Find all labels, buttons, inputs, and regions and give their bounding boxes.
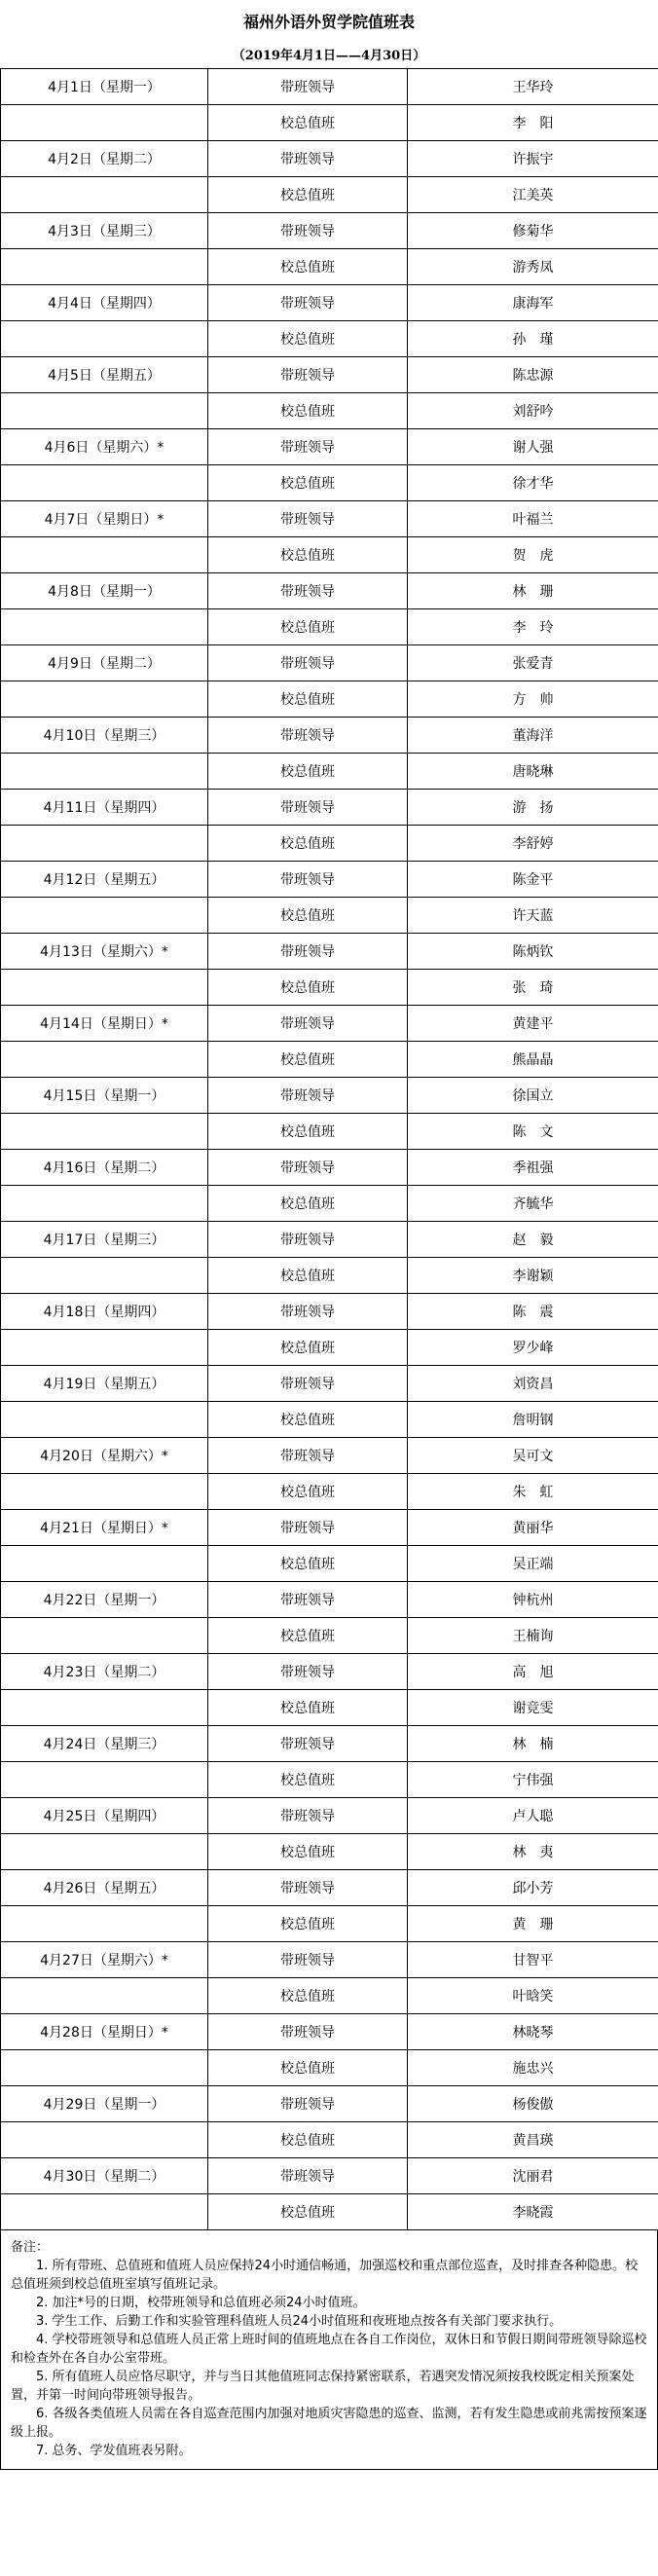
empty-cell xyxy=(1,249,208,285)
notes-list xyxy=(11,2257,647,2460)
empty-cell xyxy=(1,1042,208,1078)
table-row xyxy=(1,2158,658,2194)
table-row xyxy=(1,1654,658,1690)
notes-heading: 备注： xyxy=(11,2240,50,2255)
table-row xyxy=(1,1222,658,1258)
empty-cell xyxy=(1,393,208,429)
table-row xyxy=(1,1006,658,1042)
empty-cell xyxy=(1,2122,208,2158)
empty-cell xyxy=(1,2050,208,2086)
name-cell: 林 楠 xyxy=(408,1726,658,1762)
name-cell: 黄昌瑛 xyxy=(408,2122,658,2158)
empty-cell xyxy=(1,1690,208,1726)
empty-cell xyxy=(1,970,208,1006)
date-cell: 4月28日（星期日）* xyxy=(1,2014,208,2050)
name-cell: 李晓霞 xyxy=(408,2194,658,2230)
role-cell: 校总值班 xyxy=(208,249,408,285)
table-row xyxy=(1,754,658,790)
role-cell: 带班领导 xyxy=(208,1654,408,1690)
empty-cell xyxy=(1,1762,208,1798)
name-cell: 高 旭 xyxy=(408,1654,658,1690)
empty-cell xyxy=(1,1546,208,1582)
empty-cell xyxy=(1,1834,208,1870)
date-cell: 4月23日（星期二） xyxy=(1,1654,208,1690)
role-cell: 带班领导 xyxy=(208,934,408,970)
empty-cell xyxy=(1,321,208,357)
table-row xyxy=(1,1114,658,1150)
role-cell: 带班领导 xyxy=(208,1510,408,1546)
role-cell: 校总值班 xyxy=(208,609,408,645)
empty-cell xyxy=(1,754,208,790)
role-cell: 带班领导 xyxy=(208,1726,408,1762)
table-row xyxy=(1,898,658,934)
table-row xyxy=(1,1330,658,1366)
role-cell: 校总值班 xyxy=(208,1258,408,1294)
name-cell: 江美英 xyxy=(408,177,658,213)
role-cell: 校总值班 xyxy=(208,1186,408,1222)
role-cell: 校总值班 xyxy=(208,537,408,573)
name-cell: 齐毓华 xyxy=(408,1186,658,1222)
role-cell: 校总值班 xyxy=(208,1978,408,2014)
empty-cell xyxy=(1,105,208,141)
role-cell: 校总值班 xyxy=(208,898,408,934)
table-row xyxy=(1,1582,658,1618)
table-row xyxy=(1,213,658,249)
table-row xyxy=(1,1510,658,1546)
date-cell: 4月14日（星期日）* xyxy=(1,1006,208,1042)
name-cell: 张爱青 xyxy=(408,645,658,681)
table-row xyxy=(1,609,658,645)
role-cell: 带班领导 xyxy=(208,1942,408,1978)
name-cell: 许天蓝 xyxy=(408,898,658,934)
table-row xyxy=(1,537,658,573)
role-cell: 校总值班 xyxy=(208,2194,408,2230)
name-cell: 叶晗笑 xyxy=(408,1978,658,2014)
role-cell: 校总值班 xyxy=(208,1474,408,1510)
role-cell: 带班领导 xyxy=(208,429,408,465)
table-row xyxy=(1,1150,658,1186)
role-cell: 校总值班 xyxy=(208,1618,408,1654)
table-row xyxy=(1,1042,658,1078)
empty-cell xyxy=(1,1978,208,2014)
name-cell: 陈 震 xyxy=(408,1294,658,1330)
table-row xyxy=(1,1906,658,1942)
name-cell: 熊晶晶 xyxy=(408,1042,658,1078)
table-row xyxy=(1,790,658,826)
table-row xyxy=(1,465,658,501)
date-cell: 4月4日（星期四） xyxy=(1,285,208,321)
empty-cell xyxy=(1,826,208,862)
role-cell: 校总值班 xyxy=(208,2122,408,2158)
name-cell: 陈忠源 xyxy=(408,357,658,393)
table-row xyxy=(1,285,658,321)
empty-cell xyxy=(1,1402,208,1438)
name-cell: 陈金平 xyxy=(408,862,658,898)
name-cell: 贺 虎 xyxy=(408,537,658,573)
name-cell: 詹明钢 xyxy=(408,1402,658,1438)
empty-cell xyxy=(1,1258,208,1294)
table-row xyxy=(1,1546,658,1582)
table-row xyxy=(1,1618,658,1654)
duty-table-body xyxy=(1,69,658,2230)
date-cell: 4月21日（星期日）* xyxy=(1,1510,208,1546)
role-cell: 带班领导 xyxy=(208,1582,408,1618)
name-cell: 卢人聪 xyxy=(408,1798,658,1834)
table-row xyxy=(1,2086,658,2122)
table-row xyxy=(1,2014,658,2050)
name-cell: 陈炳钦 xyxy=(408,934,658,970)
table-row xyxy=(1,393,658,429)
name-cell: 邱小芳 xyxy=(408,1870,658,1906)
date-cell: 4月9日（星期二） xyxy=(1,645,208,681)
role-cell: 校总值班 xyxy=(208,1906,408,1942)
empty-cell xyxy=(1,1330,208,1366)
date-cell: 4月22日（星期一） xyxy=(1,1582,208,1618)
date-cell: 4月18日（星期四） xyxy=(1,1294,208,1330)
name-cell: 许振宇 xyxy=(408,141,658,177)
name-cell: 李 阳 xyxy=(408,105,658,141)
name-cell: 宁伟强 xyxy=(408,1762,658,1798)
table-row xyxy=(1,177,658,213)
name-cell: 杨俊傲 xyxy=(408,2086,658,2122)
name-cell: 方 帅 xyxy=(408,681,658,718)
table-row xyxy=(1,1366,658,1402)
name-cell: 黄建平 xyxy=(408,1006,658,1042)
name-cell: 吴正端 xyxy=(408,1546,658,1582)
name-cell: 游秀凤 xyxy=(408,249,658,285)
name-cell: 修菊华 xyxy=(408,213,658,249)
empty-cell xyxy=(1,1114,208,1150)
empty-cell xyxy=(1,898,208,934)
table-row xyxy=(1,970,658,1006)
table-row xyxy=(1,826,658,862)
date-cell: 4月5日（星期五） xyxy=(1,357,208,393)
empty-cell xyxy=(1,2194,208,2230)
empty-cell xyxy=(1,1474,208,1510)
date-cell: 4月20日（星期六）* xyxy=(1,1438,208,1474)
note-item: 5. 所有值班人员应恪尽职守，并与当日其他值班同志保持紧密联系，若遇突发情况须按我校既定相关预案处置，并第一时间向带班领导报告。 xyxy=(11,2370,635,2403)
date-cell: 4月19日（星期五） xyxy=(1,1366,208,1402)
role-cell: 校总值班 xyxy=(208,970,408,1006)
date-cell: 4月29日（星期一） xyxy=(1,2086,208,2122)
table-row xyxy=(1,249,658,285)
date-cell: 4月12日（星期五） xyxy=(1,862,208,898)
table-row xyxy=(1,934,658,970)
role-cell: 带班领导 xyxy=(208,1294,408,1330)
table-row xyxy=(1,1294,658,1330)
table-row xyxy=(1,1438,658,1474)
table-row xyxy=(1,1942,658,1978)
table-row xyxy=(1,1402,658,1438)
role-cell: 校总值班 xyxy=(208,321,408,357)
name-cell: 吴可文 xyxy=(408,1438,658,1474)
table-row xyxy=(1,2194,658,2230)
role-cell: 带班领导 xyxy=(208,1006,408,1042)
table-row xyxy=(1,141,658,177)
page-title: 福州外语外贸学院值班表 xyxy=(242,13,415,31)
empty-cell xyxy=(1,177,208,213)
name-cell: 唐晓琳 xyxy=(408,754,658,790)
table-row xyxy=(1,2050,658,2086)
date-cell: 4月27日（星期六）* xyxy=(1,1942,208,1978)
name-cell: 林 珊 xyxy=(408,573,658,609)
role-cell: 校总值班 xyxy=(208,1546,408,1582)
date-cell: 4月7日（星期日）* xyxy=(1,501,208,537)
name-cell: 沈丽君 xyxy=(408,2158,658,2194)
name-cell: 董海洋 xyxy=(408,718,658,754)
role-cell: 带班领导 xyxy=(208,645,408,681)
empty-cell xyxy=(1,1618,208,1654)
name-cell: 谢竞雯 xyxy=(408,1690,658,1726)
role-cell: 校总值班 xyxy=(208,1402,408,1438)
role-cell: 校总值班 xyxy=(208,177,408,213)
duty-table xyxy=(0,68,658,2230)
date-cell: 4月2日（星期二） xyxy=(1,141,208,177)
empty-cell xyxy=(1,1186,208,1222)
table-row xyxy=(1,2122,658,2158)
role-cell: 校总值班 xyxy=(208,681,408,718)
role-cell: 校总值班 xyxy=(208,1762,408,1798)
role-cell: 带班领导 xyxy=(208,285,408,321)
name-cell: 赵 毅 xyxy=(408,1222,658,1258)
name-cell: 王华玲 xyxy=(408,69,658,105)
date-cell: 4月15日（星期一） xyxy=(1,1078,208,1114)
role-cell: 校总值班 xyxy=(208,1330,408,1366)
role-cell: 带班领导 xyxy=(208,1870,408,1906)
note-item: 7. 总务、学发值班表另附。 xyxy=(36,2444,192,2458)
notes-section xyxy=(0,2230,658,2470)
role-cell: 校总值班 xyxy=(208,393,408,429)
page-subtitle: （2019年4月1日——4月30日） xyxy=(232,49,426,63)
name-cell: 刘舒吟 xyxy=(408,393,658,429)
role-cell: 校总值班 xyxy=(208,105,408,141)
date-cell: 4月3日（星期三） xyxy=(1,213,208,249)
empty-cell xyxy=(1,537,208,573)
date-cell: 4月25日（星期四） xyxy=(1,1798,208,1834)
name-cell: 叶福兰 xyxy=(408,501,658,537)
name-cell: 甘智平 xyxy=(408,1942,658,1978)
role-cell: 带班领导 xyxy=(208,2014,408,2050)
name-cell: 李舒婷 xyxy=(408,826,658,862)
role-cell: 带班领导 xyxy=(208,1150,408,1186)
role-cell: 带班领导 xyxy=(208,2086,408,2122)
name-cell: 黄丽华 xyxy=(408,1510,658,1546)
name-cell: 刘资昌 xyxy=(408,1366,658,1402)
name-cell: 季祖强 xyxy=(408,1150,658,1186)
note-item: 6. 各级各类值班人员需在各自巡查范围内加强对地质灾害隐患的巡查、监测，若有发生隐患或前兆需按预案逐级上报。 xyxy=(11,2407,647,2440)
table-row xyxy=(1,69,658,105)
table-row xyxy=(1,1186,658,1222)
table-row xyxy=(1,1762,658,1798)
table-row xyxy=(1,357,658,393)
role-cell: 带班领导 xyxy=(208,1078,408,1114)
role-cell: 校总值班 xyxy=(208,1690,408,1726)
table-row xyxy=(1,862,658,898)
date-cell: 4月6日（星期六）* xyxy=(1,429,208,465)
role-cell: 带班领导 xyxy=(208,573,408,609)
table-row xyxy=(1,1978,658,2014)
name-cell: 钟杭州 xyxy=(408,1582,658,1618)
date-cell: 4月17日（星期三） xyxy=(1,1222,208,1258)
date-cell: 4月11日（星期四） xyxy=(1,790,208,826)
date-cell: 4月10日（星期三） xyxy=(1,718,208,754)
empty-cell xyxy=(1,681,208,718)
empty-cell xyxy=(1,1906,208,1942)
table-row xyxy=(1,718,658,754)
table-row xyxy=(1,321,658,357)
table-row xyxy=(1,1726,658,1762)
name-cell: 谢人强 xyxy=(408,429,658,465)
date-cell: 4月8日（星期一） xyxy=(1,573,208,609)
name-cell: 黄 珊 xyxy=(408,1906,658,1942)
role-cell: 带班领导 xyxy=(208,1222,408,1258)
role-cell: 带班领导 xyxy=(208,357,408,393)
role-cell: 带班领导 xyxy=(208,501,408,537)
table-row xyxy=(1,645,658,681)
role-cell: 校总值班 xyxy=(208,465,408,501)
role-cell: 带班领导 xyxy=(208,141,408,177)
role-cell: 校总值班 xyxy=(208,1042,408,1078)
table-row xyxy=(1,573,658,609)
name-cell: 康海军 xyxy=(408,285,658,321)
note-item: 3. 学生工作、后勤工作和实验管理科值班人员24小时值班和夜班地点按各有关部门要求执行。 xyxy=(36,2314,563,2329)
table-row xyxy=(1,1474,658,1510)
role-cell: 带班领导 xyxy=(208,1438,408,1474)
date-cell: 4月30日（星期二） xyxy=(1,2158,208,2194)
note-item: 2. 加注*号的日期，校带班领导和总值班必须24小时值班。 xyxy=(36,2296,366,2310)
table-row xyxy=(1,105,658,141)
date-cell: 4月1日（星期一） xyxy=(1,69,208,105)
table-row xyxy=(1,1258,658,1294)
name-cell: 陈 文 xyxy=(408,1114,658,1150)
name-cell: 朱 虹 xyxy=(408,1474,658,1510)
name-cell: 林晓琴 xyxy=(408,2014,658,2050)
name-cell: 罗少峰 xyxy=(408,1330,658,1366)
empty-cell xyxy=(1,465,208,501)
date-cell: 4月13日（星期六）* xyxy=(1,934,208,970)
table-row xyxy=(1,1798,658,1834)
note-item: 4. 学校带班领导和总值班人员正常上班时间的值班地点在各自工作岗位，双休日和节假日期间带班领导除巡校和检查外在各自办公室带班。 xyxy=(11,2333,647,2366)
role-cell: 带班领导 xyxy=(208,1798,408,1834)
role-cell: 带班领导 xyxy=(208,213,408,249)
table-row xyxy=(1,1870,658,1906)
role-cell: 带班领导 xyxy=(208,69,408,105)
role-cell: 校总值班 xyxy=(208,1834,408,1870)
name-cell: 孙 瑾 xyxy=(408,321,658,357)
role-cell: 校总值班 xyxy=(208,826,408,862)
name-cell: 张 琦 xyxy=(408,970,658,1006)
role-cell: 带班领导 xyxy=(208,718,408,754)
role-cell: 带班领导 xyxy=(208,2158,408,2194)
date-cell: 4月24日（星期三） xyxy=(1,1726,208,1762)
date-cell: 4月26日（星期五） xyxy=(1,1870,208,1906)
empty-cell xyxy=(1,609,208,645)
table-row xyxy=(1,1078,658,1114)
role-cell: 带班领导 xyxy=(208,862,408,898)
name-cell: 林 夷 xyxy=(408,1834,658,1870)
role-cell: 校总值班 xyxy=(208,754,408,790)
role-cell: 校总值班 xyxy=(208,2050,408,2086)
table-row xyxy=(1,1690,658,1726)
table-row xyxy=(1,681,658,718)
name-cell: 徐才华 xyxy=(408,465,658,501)
role-cell: 带班领导 xyxy=(208,790,408,826)
role-cell: 带班领导 xyxy=(208,1366,408,1402)
table-row xyxy=(1,1834,658,1870)
name-cell: 游 扬 xyxy=(408,790,658,826)
note-item: 1. 所有带班、总值班和值班人员应保持24小时通信畅通，加强巡校和重点部位巡查，及时排查各种隐患。校总值班须到校总值班室填写值班记录。 xyxy=(11,2259,639,2292)
table-row xyxy=(1,501,658,537)
name-cell: 王楠询 xyxy=(408,1618,658,1654)
role-cell: 校总值班 xyxy=(208,1114,408,1150)
name-cell: 徐国立 xyxy=(408,1078,658,1114)
table-row xyxy=(1,429,658,465)
name-cell: 李 玲 xyxy=(408,609,658,645)
name-cell: 李谢颖 xyxy=(408,1258,658,1294)
name-cell: 施忠兴 xyxy=(408,2050,658,2086)
date-cell: 4月16日（星期二） xyxy=(1,1150,208,1186)
